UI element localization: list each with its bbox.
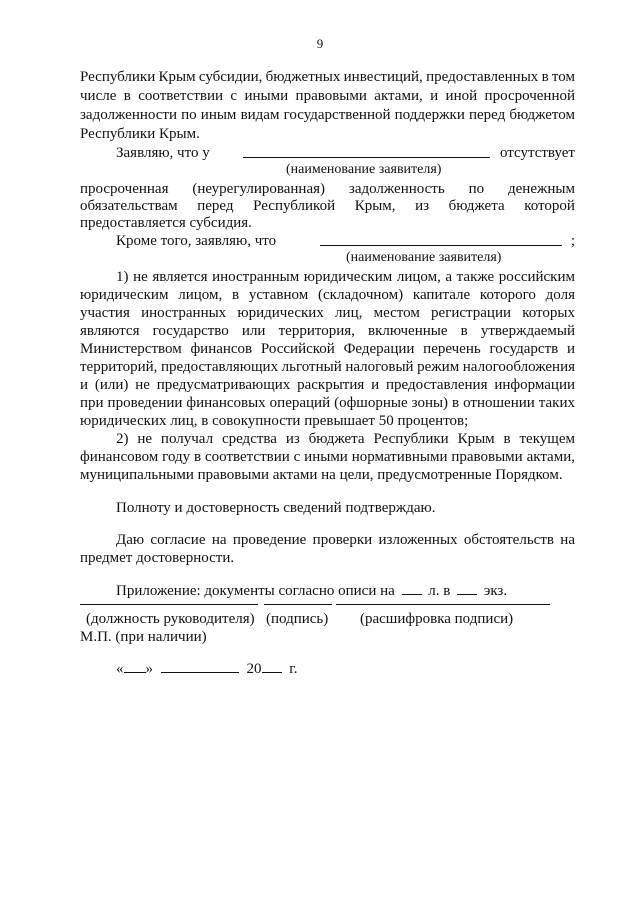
- item1-line-2: юридическим лицом, в уставном (складочном) капитале которого доля: [80, 287, 575, 303]
- date-day-blank[interactable]: [124, 660, 146, 673]
- item1-line-8: при проведении финансовых операций (офшорные зоны) в отношении таких: [80, 395, 575, 411]
- item1-line-1: 1) не является иностранным юридическим лицом, а также российским: [116, 269, 575, 285]
- attachment-copies-blank[interactable]: [457, 582, 477, 595]
- item2-line-2: финансовом году в соответствии с иными нормативными правовыми актами,: [80, 449, 575, 465]
- consent-line-1: Даю согласие на проведение проверки изложенных обстоятельств на: [116, 532, 575, 548]
- item1-line-6: территорий, предоставляющих льготный налоговый режим налогообложения: [80, 359, 575, 375]
- decoding-caption: (расшифровка подписи): [360, 611, 514, 627]
- additional-prefix: Кроме того, заявляю, что: [116, 233, 277, 249]
- item2-line-1: 2) не получал средства из бюджета Республики Крым в текущем: [116, 431, 575, 447]
- date-line: « » 20 г.: [116, 661, 298, 677]
- item2-line-3: муниципальными правовыми актами на цели, предусмотренные Порядком.: [80, 467, 563, 483]
- item1-line-7: и (или) не предусматривающих раскрытия и предоставления информации: [80, 377, 575, 393]
- attachment-suffix: экз.: [483, 583, 508, 599]
- sign-caption: (подпись): [266, 611, 329, 627]
- date-year-blank[interactable]: [262, 660, 282, 673]
- p2-line-2: просроченная (неурегулированная) задолженность по денежным: [80, 181, 575, 197]
- seal-caption: М.П. (при наличии): [80, 629, 207, 645]
- date-month-blank[interactable]: [161, 660, 239, 673]
- attachment-line: [116, 582, 575, 600]
- applicant-name-blank[interactable]: [243, 145, 490, 158]
- applicant-name-caption-2: (наименование заявителя): [346, 250, 502, 265]
- sign-signature-line[interactable]: [264, 604, 332, 605]
- signature-captions: [80, 610, 575, 628]
- confirmation-text: Полноту и достоверность сведений подтверждаю.: [116, 500, 436, 516]
- position-caption: (должность руководителя): [86, 611, 255, 627]
- applicant-name-blank-2[interactable]: [320, 233, 562, 246]
- attachment-prefix: Приложение: документы согласно описи на: [116, 583, 395, 599]
- statement-prefix: Заявляю, что у: [116, 145, 210, 161]
- p1-line-2: числе в соответствии с иными правовыми актами, и иной просроченной: [80, 88, 575, 104]
- attachment-mid: л. в: [428, 583, 451, 599]
- additional-statement-line: [80, 232, 575, 250]
- item1-line-4: являются государство или территория, включенные в утверждаемый: [80, 323, 575, 339]
- item1-line-3: участия иностранных юридических лиц, местом регистрации которых: [80, 305, 575, 321]
- decoding-signature-line[interactable]: [336, 604, 550, 605]
- p1-line-4: Республики Крым.: [80, 126, 200, 142]
- position-signature-line[interactable]: [80, 604, 258, 605]
- p1-line-3: задолженности по иным видам государственной поддержки перед бюджетом: [80, 107, 575, 123]
- applicant-name-caption: (наименование заявителя): [286, 162, 442, 177]
- item1-line-9: юридических лиц, в совокупности превышает 50 процентов;: [80, 413, 469, 429]
- p2-line-4: предоставляется субсидия.: [80, 215, 252, 231]
- item1-line-5: Министерством финансов Российской Федерации перечень государств и: [80, 341, 575, 357]
- attachment-sheets-blank[interactable]: [402, 582, 422, 595]
- statement-suffix: отсутствует: [499, 145, 575, 161]
- consent-line-2: предмет достоверности.: [80, 550, 235, 566]
- p2-line-3: обязательствам перед Республикой Крым, из бюджета которой: [80, 198, 575, 214]
- p1-line-1: Республики Крым субсидии, бюджетных инвестиций, предоставленных в том: [80, 69, 575, 85]
- applicant-statement-line: [80, 144, 575, 162]
- additional-suffix: ;: [570, 233, 575, 249]
- page-number: 9: [316, 36, 324, 51]
